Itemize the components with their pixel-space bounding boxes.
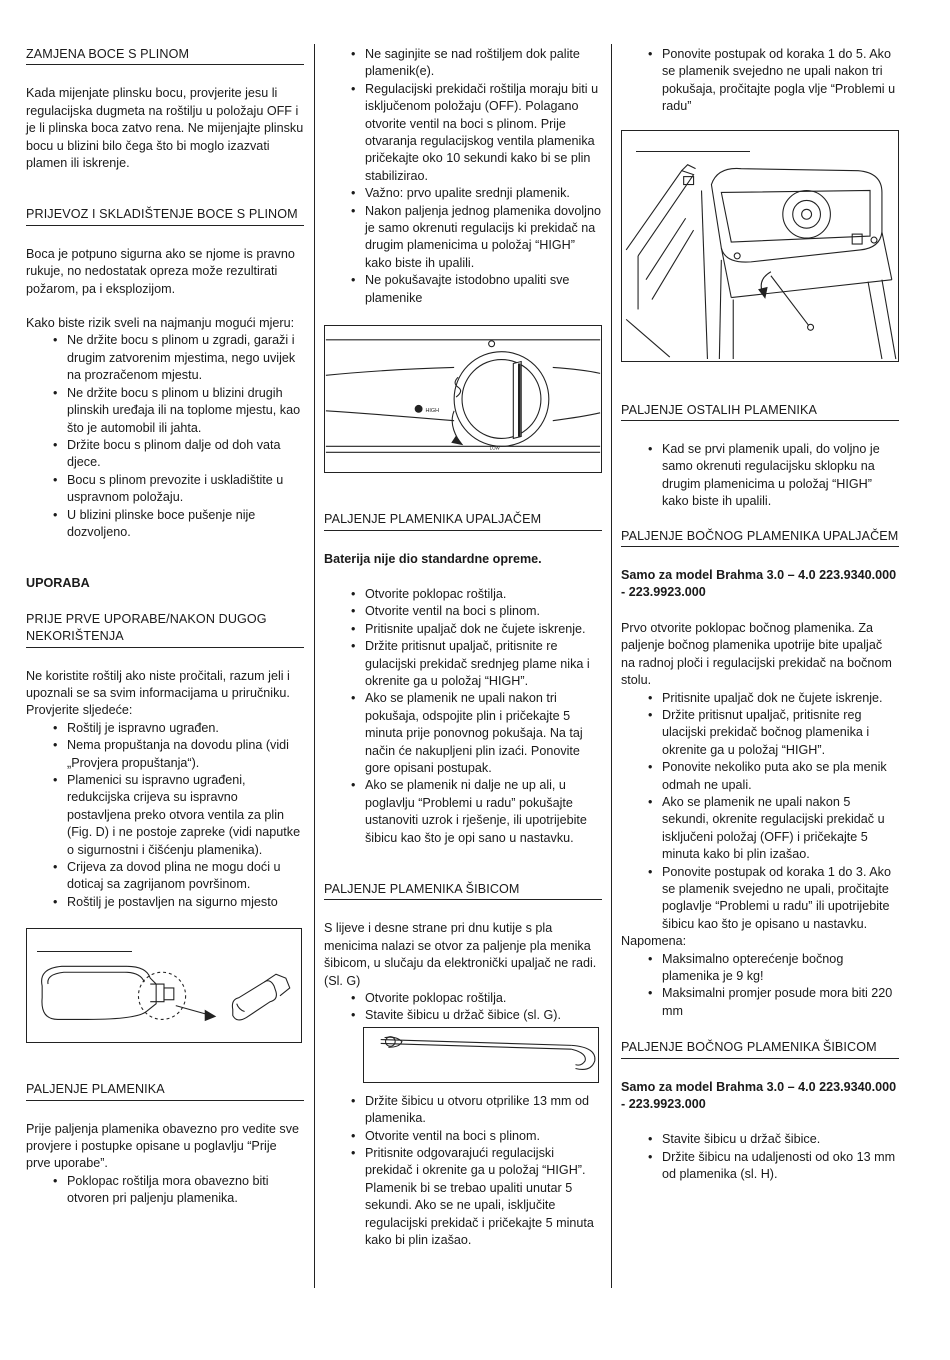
heading-paljenje-sibicom: PALJENJE PLAMENIKA ŠIBICOM (324, 881, 602, 900)
list-item: • Regulacijski prekidači roštilja moraju biti u isključenom položaju (OFF). Polagano otvorite ventil na boci s plinom. Prije otvaranja regulacijskog ventila plamenika pričekajte oko 10 sekundi kako bi se plin stabilizirao. (365, 81, 602, 185)
column-1 (26, 46, 304, 1208)
knob-high-label: HIGH (425, 407, 440, 414)
list-item: • Važno: prvo upalite srednji plamenik. (365, 185, 602, 202)
column-2 (324, 46, 602, 1250)
bullet-list (621, 951, 899, 1021)
list-item: • Pritisnite upaljač dok ne čujete iskrenje. (662, 690, 899, 707)
bullet-list (26, 332, 304, 541)
paragraph: Kada mijenjate plinsku bocu, provjerite jesu li regulacijska dugmeta na roštilju u položaju OFF i je li plinska boca zatvo rena. Ne mijenjajte plinsku bocu u blizini bilo čega što bi moglo izazvati plamen ili iskrenje. (26, 86, 304, 171)
bullet-list (621, 1131, 899, 1183)
heading-prije-prve-uporabe: PRIJE PRVE UPORABE/NAKON DUGOG NEKORIŠTENJA (26, 611, 304, 648)
bullet-list (324, 990, 602, 1025)
heading-paljenje-ostalih: PALJENJE OSTALIH PLAMENIKA (621, 402, 899, 421)
list-item: • Pritisnite upaljač dok ne čujete iskrenje. (365, 621, 602, 638)
heading-bocni-sibicom: PALJENJE BOČNOG PLAMENIKA ŠIBICOM (621, 1039, 899, 1058)
list-item: • Otvorite poklopac roštilja. (365, 990, 602, 1007)
list-item: • Ponovite postupak od koraka 1 do 5. Ako se plamenik svejedno ne upali nakon tri pokušaja, pročitajte pogla vlje “Problemi u radu” (662, 46, 899, 116)
list-item: • Ne saginjite se nad roštiljem dok palite plamenik(e). (365, 46, 602, 81)
list-item: • Kad se prvi plamenik upali, do voljno je samo okrenuti regulacijsku sklopku na drugim plamenicima u položaj “HIGH” kako biste ih upalili. (662, 441, 899, 511)
list-item: • Roštilj je postavljen na sigurno mjesto (67, 894, 304, 911)
paragraph: S lijeve i desne strane pri dnu kutije s pla menicima nalazi se otvor za paljenje pla menika šibicom, u slučaju da elektronički upaljač ne radi. (Sl. G) (324, 921, 597, 988)
paragraph: Kako biste rizik sveli na najmanju mogući mjeru: (26, 316, 295, 331)
grill-illustration (622, 131, 898, 361)
bullet-list (26, 720, 304, 911)
paragraph: Boca je potpuno sigurna ako se njome is pravno rukuje, no nedostatak opreza može rezultirati požarom, pa i eksplozijom. (26, 246, 295, 296)
bullet-list (324, 586, 602, 847)
list-item: • Ponovite nekoliko puta ako se pla menik odmah ne upali. (662, 759, 899, 794)
list-item: • Ne pokušavajte istodobno upaliti sve plamenike (365, 272, 602, 307)
list-item: • Ne držite bocu s plinom u blizini drugih plinskih uređaja ili na toplome mjestu, kao što je automobil ili jahta. (67, 385, 304, 437)
control-knob-illustration (325, 326, 601, 472)
list-item: • Plamenici su ispravno ugrađeni, redukcijska crijeva su ispravno postavljena preko otvora ventila za plin (Fig. D) i ne postoje zapreke (vidi naputke o sigurnostni i čišćenju plamenika). (67, 772, 304, 859)
list-item: • Ponovite postupak od koraka 1 do 3. Ako se plamenik svejedno ne upali, pročitajte poglavlje “Problemi u radu” ili upotrijebite šibicu kao što je opisano u nastavku. (662, 864, 899, 934)
list-item: • Otvorite ventil na boci s plinom. (365, 603, 602, 620)
heading-bocni-upaljacem: PALJENJE BOČNOG PLAMENIKA UPALJAČEM (621, 528, 899, 547)
column-3 (621, 46, 899, 1184)
column-divider-1 (314, 44, 315, 1288)
paragraph: Prvo otvorite poklopac bočnog plamenika. Za paljenje bočnog plamenika upotrije bite upaljač na radnoj ploči i regulacijski prekidač na bočnom stolu. (621, 620, 892, 688)
list-item: • Crijeva za dovod plina ne mogu doći u doticaj sa zagrijanom površinom. (67, 859, 304, 894)
model-note: Samo za model Brahma 3.0 – 4.0 223.9340.000 - 223.9923.000 (621, 568, 897, 600)
paragraph: Provjerite sljedeće: (26, 703, 133, 718)
paragraph: Prije paljenja plamenika obavezno pro vedite sve provjere i postupke opisane u poglavlju “Prije prve uporabe”. (26, 1121, 300, 1171)
figure-control-knob (324, 325, 602, 473)
figure-match-holder (363, 1027, 599, 1083)
battery-note: Baterija nije dio standardne opreme. (324, 551, 542, 566)
bullet-list (26, 1173, 304, 1208)
knob-low-label: LOW (489, 445, 500, 451)
list-item: • Ako se plamenik ne upali nakon 5 sekundi, okrenite regulacijski prekidač u isključeni položaj (OFF) i pričekajte 5 minuta kako bi plin izašao. (662, 794, 899, 864)
list-item: • Ako se plamenik ne upali nakon tri pokušaja, odspojite plin i pričekajte 5 minuta prije ponovnog pokušaja. Na taj način će nakupljeni plin izaći. Ponovite gore opisani postupak. (365, 690, 602, 777)
model-note: Samo za model Brahma 3.0 – 4.0 223.9340.000 - 223.9923.000 (621, 1079, 897, 1112)
list-item: • Otvorite poklopac roštilja. (365, 586, 602, 603)
figure-grill-match-lighting (621, 130, 899, 362)
list-item: • Držite šibicu u otvoru otprilike 13 mm od plamenika. (365, 1093, 602, 1128)
bullet-list (621, 46, 899, 116)
bullet-list (324, 46, 602, 307)
burner-tube-illustration (27, 929, 301, 1042)
figure-burner-tube (26, 928, 302, 1043)
list-item: • Roštilj je ispravno ugrađen. (67, 720, 304, 737)
list-item: • Nakon paljenja jednog plamenika dovoljno je samo okrenuti regulacijs ki prekidač na drugim plamenicima u položaj “HIGH” kako biste ih upalili. (365, 203, 602, 273)
heading-paljenje-plamenika: PALJENJE PLAMENIKA (26, 1081, 304, 1100)
list-item: • Poklopac roštilja mora obavezno biti otvoren pri paljenju plamenika. (67, 1173, 304, 1208)
match-holder-illustration (364, 1028, 598, 1082)
list-item: • Pritisnite odgovarajući regulacijski prekidač i okrenite ga u položaj “HIGH”. Plamenik bi se trebao upaliti unutar 5 sekundi. Ako se ne upali, isključite regulacijski prekidač i pričekajte 5 minuta kako bi plin izašao. (365, 1145, 602, 1249)
bullet-list (621, 690, 899, 934)
heading-zamjena-boce: ZAMJENA BOCE S PLINOM (26, 46, 304, 65)
list-item: • Nema propuštanja na dovodu plina (vidi „Provjera propuštanja“). (67, 737, 304, 772)
napomena-label: Napomena: (621, 934, 687, 949)
list-item: • U blizini plinske boce pušenje nije dozvoljeno. (67, 507, 304, 542)
list-item: • Maksimalni promjer posude mora biti 220 mm (662, 985, 899, 1020)
list-item: • Bocu s plinom prevozite i uskladištite u uspravnom položaju. (67, 472, 304, 507)
list-item: • Držite pritisnut upaljač, pritisnite re gulacijski prekidač srednjeg plame nika i okrenite ga u položaj “HIGH”. (365, 638, 602, 690)
heading-prijevoz-boce: PRIJEVOZ I SKLADIŠTENJE BOCE S PLINOM (26, 206, 304, 225)
heading-paljenje-upaljacem: PALJENJE PLAMENIKA UPALJAČEM (324, 511, 602, 530)
column-divider-2 (611, 44, 612, 1288)
list-item: • Stavite šibicu u držač šibice. (662, 1131, 899, 1148)
list-item: • Držite bocu s plinom dalje od doh vata djece. (67, 437, 304, 472)
bullet-list (621, 441, 899, 511)
list-item: • Otvorite ventil na boci s plinom. (365, 1128, 602, 1145)
list-item: • Držite šibicu na udaljenosti od oko 13 mm od plamenika (sl. H). (662, 1149, 899, 1184)
paragraph: Ne koristite roštilj ako niste pročitali, razum jeli i upoznali se sa svim informacijama u priručniku. (26, 668, 290, 700)
list-item: • Ne držite bocu s plinom u zgradi, garaži i drugim zatvorenim mjestima, nego uvijek na prozračenom mjestu. (67, 332, 304, 384)
list-item: • Maksimalno opterećenje bočnog plamenika je 9 kg! (662, 951, 899, 986)
list-item: • Držite pritisnut upaljač, pritisnite reg ulacijski prekidač bočnog plamenika i okrenite ga u položaj “HIGH”. (662, 707, 899, 759)
bullet-list (324, 1093, 602, 1250)
list-item: • Ako se plamenik ni dalje ne up ali, u poglavlju “Problemi u radu” pokušajte ustanoviti uzrok i rješenje, ili upotrijebite šibicu kao što je opi sano u nastavku. (365, 777, 602, 847)
heading-uporaba: UPORABA (26, 576, 90, 591)
list-item: • Stavite šibicu u držač šibice (sl. G). (365, 1007, 602, 1024)
